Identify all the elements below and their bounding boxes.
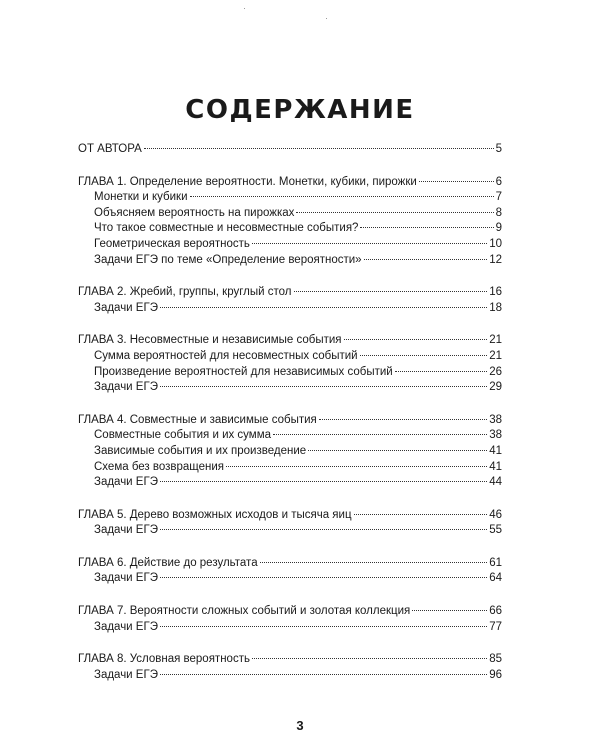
toc-entry-label: Произведение вероятностей для независимых событий (94, 365, 393, 378)
dot-leader (160, 307, 487, 308)
dot-leader (419, 181, 494, 182)
toc-entry-page: 10 (489, 237, 502, 250)
toc-entry-page: 46 (489, 508, 502, 521)
toc-entry-page: 16 (489, 286, 502, 299)
toc-subsection-entry[interactable] (78, 460, 502, 476)
toc-entry-page: 41 (489, 444, 502, 457)
toc-chapter-section (78, 604, 502, 635)
dot-leader (144, 148, 494, 149)
dot-leader (294, 291, 488, 292)
dot-leader (160, 481, 487, 482)
dot-leader (226, 466, 487, 467)
toc-subsection-entry[interactable] (78, 668, 502, 684)
toc-entry-label: ГЛАВА 8. Условная вероятность (78, 653, 250, 666)
toc-entry-label: ГЛАВА 6. Действие до результата (78, 556, 258, 569)
toc-entry-page: 9 (495, 222, 502, 235)
toc-entry-label: Объясняем вероятность на пирожках (94, 206, 295, 219)
toc-chapter-section (78, 413, 502, 491)
scan-speck (244, 8, 245, 9)
dot-leader (319, 419, 487, 420)
toc-entry-label: ГЛАВА 1. Определение вероятности. Монетки, кубики, пирожки (78, 175, 417, 188)
dot-leader (364, 259, 488, 260)
scan-speck (326, 18, 327, 19)
toc-subsection-entry[interactable] (78, 571, 502, 587)
toc-entry-label: ОТ АВТОРА (78, 143, 142, 155)
toc-subsection-entry[interactable] (78, 428, 502, 444)
toc-subsection-entry[interactable] (78, 206, 502, 222)
toc-entry-author[interactable] (78, 142, 502, 158)
toc-entry-label: Задачи ЕГЭ (94, 524, 158, 537)
toc-entry-label: Геометрическая вероятность (94, 237, 250, 250)
dot-leader (252, 658, 487, 659)
toc-entry-page: 18 (489, 301, 502, 314)
toc-chapter-section (78, 652, 502, 683)
toc-chapter-entry[interactable] (78, 604, 502, 620)
toc-entry-page: 26 (489, 365, 502, 378)
toc-entry-label: Задачи ЕГЭ (94, 381, 158, 394)
dot-leader (273, 434, 487, 435)
toc-entry-label: Задачи ЕГЭ (94, 476, 158, 489)
toc-entry-label: Зависимые события и их произведение (94, 444, 307, 457)
toc-chapter-entry[interactable] (78, 285, 502, 301)
toc-entry-page: 6 (495, 175, 502, 188)
toc-entry-page: 96 (489, 668, 502, 681)
dot-leader (160, 674, 487, 675)
toc-chapter-entry[interactable] (78, 175, 502, 191)
toc-entry-page: 21 (489, 334, 502, 347)
page-title: СОДЕРЖАНИЕ (185, 95, 415, 126)
toc-entry-page: 38 (489, 429, 502, 442)
toc-entry-label: Что такое совместные и несовместные события? (94, 222, 359, 235)
toc-chapter-section (78, 333, 502, 395)
toc-chapter-section (78, 508, 502, 539)
toc-entry-page: 41 (489, 460, 502, 473)
toc-subsection-entry[interactable] (78, 444, 502, 460)
dot-leader (412, 610, 487, 611)
toc-entry-page: 55 (489, 524, 502, 537)
toc-entry-label: ГЛАВА 2. Жребий, группы, круглый стол (78, 286, 292, 299)
toc-entry-page: 29 (489, 381, 502, 394)
toc-entry-page: 5 (495, 143, 502, 155)
toc-chapters (78, 175, 502, 684)
dot-leader (308, 450, 487, 451)
toc-entry-label: Задачи ЕГЭ (94, 572, 158, 585)
toc-entry-label: Задачи ЕГЭ (94, 301, 158, 314)
toc-chapter-entry[interactable] (78, 333, 502, 349)
toc-subsection-entry[interactable] (78, 221, 502, 237)
toc-entry-label: ГЛАВА 3. Несовместные и независимые события (78, 334, 342, 347)
toc-chapter-section (78, 556, 502, 587)
toc-entry-label: ГЛАВА 5. Дерево возможных исходов и тысяча яиц (78, 508, 352, 521)
dot-leader (296, 212, 493, 213)
toc-subsection-entry[interactable] (78, 237, 502, 253)
dot-leader (160, 386, 487, 387)
toc-chapter-entry[interactable] (78, 413, 502, 429)
dot-leader (160, 626, 487, 627)
toc-entry-page: 61 (489, 556, 502, 569)
toc-chapter-entry[interactable] (78, 652, 502, 668)
table-of-contents (78, 142, 502, 683)
toc-subsection-entry[interactable] (78, 523, 502, 539)
dot-leader (252, 243, 487, 244)
toc-entry-label: ГЛАВА 4. Совместные и зависимые события (78, 413, 317, 426)
dot-leader (344, 339, 488, 340)
dot-leader (160, 577, 487, 578)
toc-subsection-entry[interactable] (78, 253, 502, 269)
toc-entry-page: 44 (489, 476, 502, 489)
toc-author-section (78, 142, 502, 158)
toc-entry-page: 66 (489, 605, 502, 618)
dot-leader (360, 355, 488, 356)
toc-entry-page: 77 (489, 620, 502, 633)
toc-entry-page: 7 (495, 191, 502, 204)
toc-subsection-entry[interactable] (78, 349, 502, 365)
toc-subsection-entry[interactable] (78, 365, 502, 381)
toc-entry-page: 8 (495, 206, 502, 219)
toc-entry-page: 12 (489, 253, 502, 266)
dot-leader (354, 514, 488, 515)
toc-chapter-section (78, 285, 502, 316)
toc-chapter-section (78, 175, 502, 269)
dot-leader (260, 562, 488, 563)
toc-entry-page: 64 (489, 572, 502, 585)
toc-entry-page: 38 (489, 413, 502, 426)
toc-entry-label: Задачи ЕГЭ (94, 620, 158, 633)
toc-entry-label: Схема без возвращения (94, 460, 225, 473)
toc-subsection-entry[interactable] (78, 380, 502, 396)
toc-subsection-entry[interactable] (78, 190, 502, 206)
toc-chapter-entry[interactable] (78, 556, 502, 572)
dot-leader (190, 196, 494, 197)
toc-subsection-entry[interactable] (78, 620, 502, 636)
toc-subsection-entry[interactable] (78, 475, 502, 491)
toc-entry-label: Задачи ЕГЭ (94, 668, 158, 681)
toc-subsection-entry[interactable] (78, 301, 502, 317)
toc-entry-page: 85 (489, 653, 502, 666)
page-number: 3 (296, 718, 304, 733)
dot-leader (360, 227, 493, 228)
toc-entry-label: Монетки и кубики (94, 191, 188, 204)
toc-entry-label: Задачи ЕГЭ по теме «Определение вероятности» (94, 253, 362, 266)
toc-chapter-entry[interactable] (78, 508, 502, 524)
dot-leader (395, 371, 487, 372)
toc-entry-label: ГЛАВА 7. Вероятности сложных событий и золотая коллекция (78, 605, 411, 618)
dot-leader (160, 529, 487, 530)
toc-entry-label: Совместные события и их сумма (94, 429, 272, 442)
toc-entry-label: Сумма вероятностей для несовместных событий (94, 349, 358, 362)
toc-entry-page: 21 (489, 349, 502, 362)
